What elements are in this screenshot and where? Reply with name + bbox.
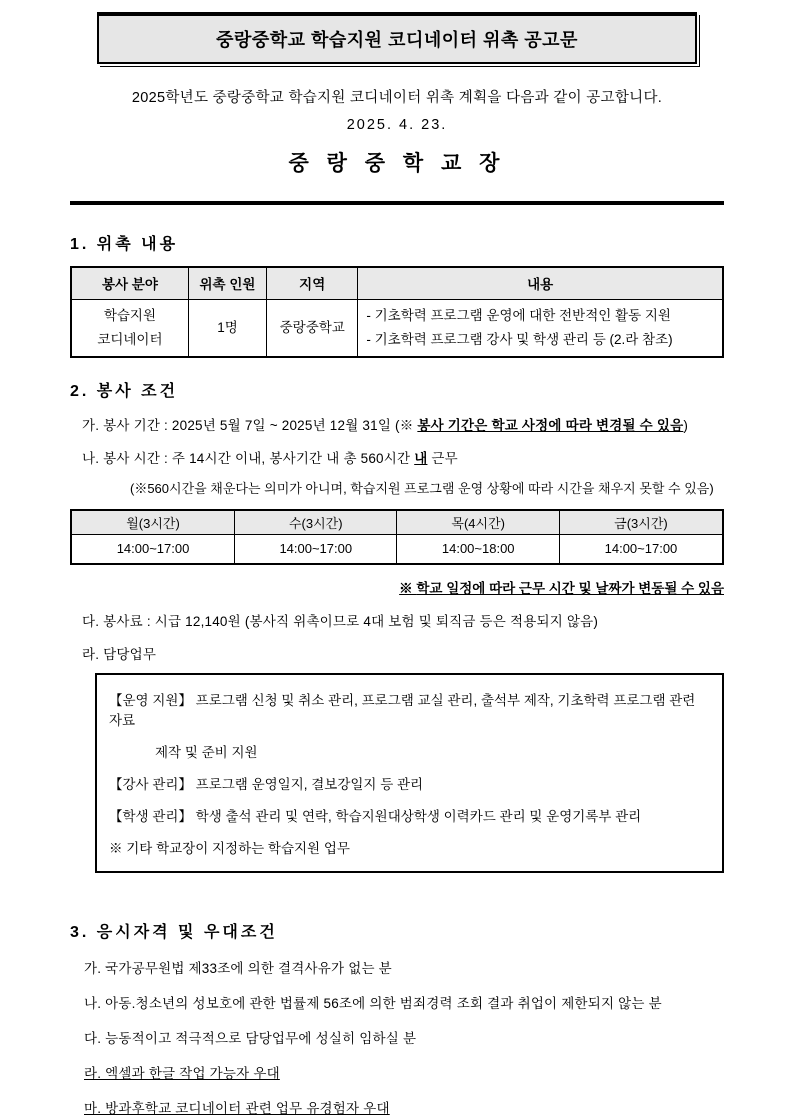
appointment-table-header-row	[71, 267, 723, 299]
document-title-box	[97, 12, 697, 64]
header-region: 지역	[267, 267, 358, 299]
cell-field	[71, 299, 188, 357]
cell-content-line1: - 기초학력 프로그램 운영에 대한 전반적인 활동 지원	[366, 307, 671, 323]
qualification-item-ra: 라. 엑셀과 한글 작업 가능자 우대	[84, 1066, 280, 1082]
duty-line-instructor: 【강사 관리】 프로그램 운영일지, 결보강일지 등 관리	[109, 777, 424, 793]
qualification-item-na: 나. 아동.청소년의 성보호에 관한 법률제 56조에 의한 범죄경력 조회 결과 취업이 제한되지 않는 분	[84, 996, 662, 1012]
section1-heading: 1. 위촉 내용	[70, 236, 179, 253]
schedule-header-thu: 목(4시간)	[397, 510, 559, 534]
schedule-times-row	[71, 534, 723, 564]
condition-ga-prefix: 가. 봉사 기간 : 2025년 5월 7일 ~ 2025년 12월 31일 (※	[82, 418, 418, 434]
cell-region: 중랑중학교	[267, 299, 358, 357]
appointment-table	[70, 266, 724, 358]
section2-heading: 2. 봉사 조건	[70, 383, 179, 401]
intro-text: 2025학년도 중랑중학교 학습지원 코디네이터 위촉 계획을 다음과 같이 공고합니다.	[131, 90, 663, 106]
header-field: 봉사 분야	[71, 267, 188, 299]
schedule-table	[70, 509, 724, 565]
condition-na-suffix: 근무	[427, 451, 458, 467]
schedule-header-wed: 수(3시간)	[235, 510, 397, 534]
duty-line-operation: 【운영 지원】 프로그램 신청 및 취소 관리, 프로그램 교실 관리, 출석부 제작, 기초학력 프로그램 관련 자료	[109, 693, 696, 729]
cell-field-line2: 코디네이터	[97, 331, 163, 347]
duty-line-student: 【학생 관리】 학생 출석 관리 및 연락, 학습지원대상학생 이력카드 관리 및 운영기록부 관리	[109, 809, 642, 825]
header-count: 위촉 인원	[188, 267, 266, 299]
schedule-note-text: 학교 일정에 따라 근무 시간 및 날짜가 변동될 수 있음	[416, 581, 724, 597]
schedule-header-mon: 월(3시간)	[71, 510, 235, 534]
schedule-note-marker: ※	[399, 581, 417, 597]
qualification-item-da: 다. 능동적이고 적극적으로 담당업무에 성실히 임하실 분	[84, 1031, 417, 1047]
cell-field-line1: 학습지원	[103, 307, 157, 323]
schedule-time-fri: 14:00~17:00	[559, 534, 723, 564]
document-title: 중랑중학교 학습지원 코디네이터 위촉 공고문	[216, 30, 578, 50]
qualification-item-ga: 가. 국가공무원법 제33조에 의한 결격사유가 없는 분	[84, 961, 392, 977]
condition-item-ga	[82, 414, 724, 434]
header-content: 내용	[358, 267, 723, 299]
schedule-change-note	[70, 577, 724, 597]
condition-item-ra: 라. 담당업무	[82, 647, 157, 663]
schedule-time-thu: 14:00~18:00	[397, 534, 559, 564]
schedule-time-mon: 14:00~17:00	[71, 534, 235, 564]
qualification-item-ma: 마. 방과후학교 코디네이터 관련 업무 유경험자 우대	[84, 1101, 390, 1117]
principal-signature: 중 랑 중 학 교 장	[288, 152, 506, 175]
cell-content-line2: - 기초학력 프로그램 강사 및 학생 관리 등 (2.라 참조)	[366, 331, 673, 347]
condition-na-emphasis: 내	[414, 451, 428, 467]
duties-box	[95, 673, 724, 873]
condition-item-da: 다. 봉사료 : 시급 12,140원 (봉사직 위촉이므로 4대 보험 및 퇴직금 등은 적용되지 않음)	[82, 614, 599, 630]
condition-ga-emphasis: 봉사 기간은 학교 사정에 따라 변경될 수 있음	[417, 418, 684, 434]
condition-na-note: (※560시간을 채운다는 의미가 아니며, 학습지원 프로그램 운영 상황에 따라 시간을 채우지 못할 수 있음)	[130, 481, 714, 497]
section3-heading: 3. 응시자격 및 우대조건	[70, 924, 278, 942]
announcement-date: 2025. 4. 23.	[346, 117, 448, 133]
schedule-header-fri: 금(3시간)	[559, 510, 723, 534]
duty-line-etc: ※ 기타 학교장이 지정하는 학습지원 업무	[109, 841, 350, 857]
condition-item-na	[82, 447, 724, 467]
schedule-header-row	[71, 510, 723, 534]
cell-content	[358, 299, 723, 357]
cell-count: 1명	[188, 299, 266, 357]
duty-line-operation-wrap: 제작 및 준비 지원	[155, 745, 258, 761]
section-divider	[70, 201, 724, 205]
schedule-time-wed: 14:00~17:00	[235, 534, 397, 564]
appointment-table-row	[71, 299, 723, 357]
condition-na-prefix: 나. 봉사 시간 : 주 14시간 이내, 봉사기간 내 총 560시간	[82, 451, 415, 467]
condition-ga-suffix: )	[683, 418, 689, 434]
